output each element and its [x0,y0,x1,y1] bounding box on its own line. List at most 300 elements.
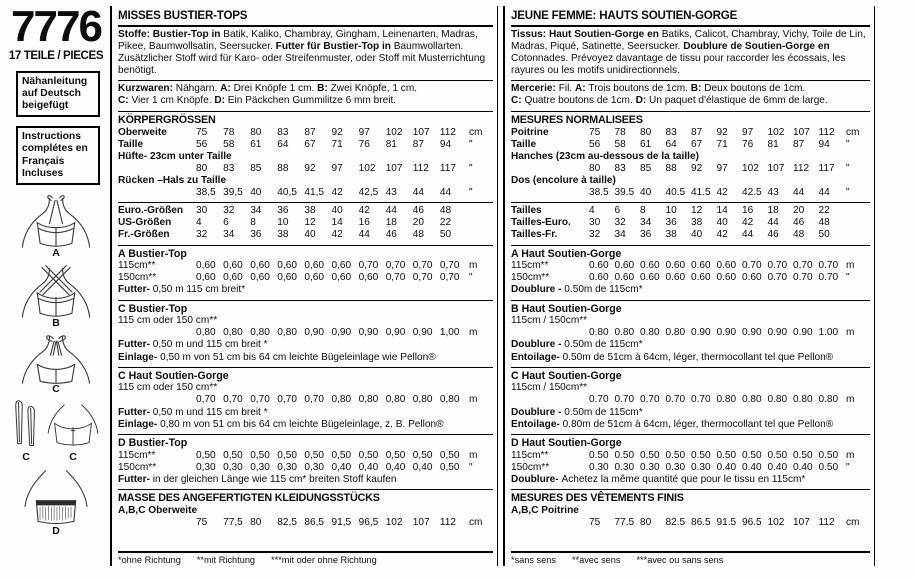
row-label: 115cm** [511,260,549,272]
yardage-note [118,284,493,296]
french-finished-measurements [511,490,870,532]
table-cell: 0.90 [742,327,762,339]
table-cell: 56 [196,138,208,150]
table-cell: 0.80 [742,394,762,406]
table-cell: 30 [589,217,601,229]
french-finished-label: A,B,C Poitrine [511,504,579,516]
table-cell: 0.60 [716,260,737,272]
french-size-table [511,203,870,245]
table-cell: 0.60 [589,272,609,284]
table-cell: 0,90 [358,327,379,339]
table-cell: 0,60 [331,260,352,272]
table-cell: 67 [691,138,703,150]
text-run: Deux boutons de 1cm. [704,83,806,95]
table-cell: 77,5 [223,516,243,528]
table-cell: 97 [358,126,370,138]
table-row-label: Hanches (23cm au-dessous de la taille) [511,150,699,162]
table-cell: 0,70 [223,394,243,406]
table-cell: 102 [385,126,403,138]
table-cell: 0.30 [614,461,635,473]
german-finished-label: A,B,C Oberweite [118,504,198,516]
table-cell: 0,50 [331,449,352,461]
table-cell: 80 [640,126,652,138]
table-row-label: Hüfte- 23cm unter Taille [118,150,232,162]
table-cell: 0,60 [250,272,270,284]
table-cell: 0.60 [665,260,686,272]
bold-run: Einlage- [118,418,161,430]
table-cell: 0,80 [412,394,433,406]
text-run: 0,80 m von 51 cm bis 64 cm leichte Bügeleinlage, z. B. Pellon® [160,418,444,430]
text-run: Trois boutons de 1cm. [588,83,691,95]
unit-cell: " [846,187,850,199]
bold-run: A: [574,83,589,95]
yardage-note [511,474,870,486]
table-cell: 80 [640,516,652,528]
unit-cell: " [846,461,850,473]
table-row [118,127,493,139]
french-fabrics-text [511,29,870,77]
table-cell: 6 [223,217,229,229]
table-row [511,450,870,462]
table-cell: 107 [767,162,785,174]
table-cell: 75 [589,516,601,528]
text-run: Nähgarn. [175,83,221,95]
table-cell: 0.80 [767,394,788,406]
table-cell: 87 [304,126,316,138]
table-cell: 18 [385,217,397,229]
table-row [118,205,493,217]
table-cell: 107 [793,516,810,528]
french-sizes [511,205,870,241]
table-cell: 0.60 [665,272,686,284]
table-cell: 0,50 [196,449,216,461]
view-d-label: D [52,524,60,537]
table-cell: 38 [304,205,316,217]
german-footnotes [118,551,493,566]
table-cell: 34 [223,229,235,241]
table-cell: 42,5 [358,187,379,199]
text-run: 0.50m de 115cm* [564,284,643,296]
table-cell: 8 [640,205,646,217]
table-cell: 75 [196,126,208,138]
table-cell: 0.80 [716,394,737,406]
view-c-pair [6,397,106,463]
unit-cell: m [846,394,855,406]
footnote-item: ***mit oder ohne Richtung [271,554,377,565]
table-cell: 4 [196,217,202,229]
table-row [118,229,493,241]
text-run: Zwei Knöpfe, 1 cm. [330,83,418,95]
row-label: US-Größen [118,217,172,229]
table-cell: 0,60 [196,260,216,272]
text-run: Cotonnades. Prévoyez davantage de tissu pour raccorder les écossais, les rayures ou les motifs unidirectionnels. [511,53,846,77]
table-row-label: Rücken –Hals zu Taille [118,174,227,186]
yardage-table [118,450,493,474]
footnote-item: *ohne Richtung [118,554,181,565]
table-cell: 0,60 [304,260,325,272]
table-cell: 0,70 [439,272,460,284]
table-cell: 0,70 [358,260,379,272]
table-cell: 81 [385,138,397,150]
german-yardage-c1 [118,301,493,368]
row-label: Taille [118,138,144,150]
german-body-measurements [118,112,493,204]
table-cell: 0.50 [742,449,762,461]
table-cell: 112 [439,516,456,528]
row-label: Tailles [511,205,542,217]
table-cell: 0,90 [331,327,352,339]
table-cell: 58 [614,138,626,150]
unit-cell: m [846,327,855,339]
german-size-table [118,203,493,245]
french-title: JEUNE FEMME: HAUTS SOUTIEN-GORGE [511,6,870,27]
unit-cell: m [469,327,478,339]
view-d [6,465,106,537]
french-column [503,6,875,566]
french-instructions-box: Instructions complétes en Français Incluses [16,126,100,185]
table-cell: 40 [331,205,343,217]
table-cell: 0.50 [640,449,660,461]
table-cell: 0,50 [385,449,406,461]
table-cell: 91.5 [716,516,737,528]
table-cell: 42 [358,205,370,217]
german-yardage-c2 [118,368,493,435]
table-cell: 0.30 [665,461,686,473]
table-cell: 112 [793,162,810,174]
table-cell: 76 [742,138,754,150]
table-cell: 42 [716,229,728,241]
table-row [118,139,493,151]
table-cell: 0,60 [331,272,352,284]
bold-run: Einlage- [118,351,161,363]
table-cell: 50 [818,229,830,241]
table-cell: 97 [742,126,754,138]
bold-run: Entoilage- [511,418,563,430]
table-cell: 102 [358,162,376,174]
table-cell: 44 [767,217,779,229]
view-c-strapless [45,397,101,463]
table-cell: 97 [331,162,343,174]
view-c-straps-label: C [22,450,30,463]
yardage-table [118,394,493,406]
table-cell: 83 [277,126,289,138]
section-title: D Bustier-Top [118,436,188,449]
table-cell: 86,5 [304,516,325,528]
table-cell: 102 [767,126,785,138]
view-d-illustration [12,465,100,527]
table-cell: 75 [589,126,601,138]
table-cell: 0,50 [439,461,460,473]
text-run: Ein Päckchen Gummilitze 6 mm breit. [227,95,397,107]
table-cell: 0,50 [412,449,433,461]
french-fabrics [511,27,870,81]
table-cell: 0.50 [589,449,609,461]
table-cell: 0.50 [793,449,813,461]
table-cell: 12 [691,205,703,217]
bold-run: Kurzwaren: [118,83,176,95]
table-cell: 40,5 [277,187,297,199]
table-cell: 32 [223,205,235,217]
table-cell: 32 [589,229,601,241]
table-cell: 46 [767,229,779,241]
text-run: 0,50 m von 51 cm bis 64 cm leichte Bügeleinlage wie Pellon® [160,351,436,363]
table-cell: 0.80 [640,327,660,339]
table-cell: 61 [250,138,262,150]
table-cell: 0.50 [818,449,839,461]
german-finished-table [118,517,493,529]
table-cell: 1.00 [818,327,839,339]
view-a [6,191,106,259]
table-cell: 22 [818,205,830,217]
table-cell: 107 [793,126,810,138]
table-cell: 0,70 [304,394,325,406]
table-cell: 0.90 [716,327,737,339]
table-cell: 0,50 [439,449,460,461]
bold-run: Tissus: Haut Soutien-Gorge en [511,28,662,40]
table-cell: 91,5 [331,516,352,528]
table-cell: 0.60 [614,260,635,272]
view-c-tie-label: C [52,382,60,395]
yardage-table [118,260,493,284]
row-label: 150cm** [511,272,550,284]
table-cell: 0,30 [223,461,243,473]
yardage-table [511,327,870,339]
table-cell: 44 [818,187,830,199]
table-cell: 46 [412,205,425,217]
table-cell: 117 [818,162,835,174]
table-cell: 78 [223,126,235,138]
footnote-item: ***avec ou sans sens [636,554,724,565]
table-cell: 0,50 [277,449,297,461]
table-cell: 0,50 [304,449,325,461]
table-cell: 0,60 [223,272,243,284]
table-cell: 41.5 [691,187,711,199]
table-cell: 48 [412,229,425,241]
row-label: 115cm** [118,449,156,461]
table-cell: 67 [304,138,316,150]
bold-run: Entoilage- [511,351,563,363]
table-row [118,450,493,462]
table-cell: 112 [818,126,835,138]
french-finished-table [511,517,870,529]
view-a-illustration [12,191,100,249]
view-c-strapless-illustration [45,397,101,453]
pieces-count: 17 TEILE / PIECES [8,48,104,62]
table-cell: 0,80 [358,394,379,406]
table-cell: 92 [331,126,343,138]
table-cell: 34 [640,217,652,229]
bold-run: Doublure - [511,339,565,351]
section-title: A Bustier-Top [118,247,187,260]
table-cell: 92 [691,162,703,174]
yardage-notes [511,339,870,363]
table-cell: 36 [640,229,652,241]
table-cell: 42 [331,229,343,241]
table-cell: 8 [250,217,256,229]
footnote-item: **avec sens [571,554,621,565]
table-cell: 77.5 [614,516,635,528]
unit-cell: m [846,449,855,461]
table-cell: 0.70 [640,394,660,406]
bold-run: Futter- [118,406,153,418]
table-cell: 82,5 [277,516,297,528]
table-cell: 107 [385,162,403,174]
fabric-width-line: 115cm / 150cm** [511,382,588,394]
table-cell: 0.50 [767,449,788,461]
table-cell: 42 [742,217,754,229]
french-body-title: MESURES NORMALISEES [511,113,643,126]
row-label: 150cm** [511,461,550,473]
text-run: Un paquet d'élastique de 6mm de large. [649,95,828,107]
table-cell: 0,80 [196,327,216,339]
french-footnotes [511,551,870,566]
table-cell: 0,80 [331,394,352,406]
table-cell: 0.80 [614,327,635,339]
table-cell: 97 [716,162,728,174]
yardage-table [511,394,870,406]
table-row [118,272,493,284]
table-cell: 0,90 [412,327,433,339]
table-cell: 88 [277,162,289,174]
german-finished-title: MASSE DES ANGEFERTIGTEN KLEIDUNGSSTÜCKS [118,491,380,504]
table-cell: 71 [331,138,343,150]
table-row [511,217,870,229]
table-row [511,517,870,529]
bold-run: Doublure- [511,473,562,485]
table-cell: 112 [439,126,456,138]
yardage-note [511,419,870,431]
table-cell: 64 [277,138,289,150]
row-label: 115cm** [118,260,156,272]
table-cell: 44 [742,229,754,241]
table-cell: 0,30 [304,461,325,473]
table-cell: 0.60 [716,272,737,284]
table-row [511,462,870,474]
table-cell: 36 [277,205,289,217]
table-cell: 56 [589,138,601,150]
view-a-label: A [52,246,60,259]
bold-run: B: [690,83,705,95]
table-cell: 39.5 [614,187,635,199]
table-cell: 0,80 [223,327,243,339]
table-cell: 40 [304,229,316,241]
table-cell: 12 [304,217,316,229]
table-cell: 32 [614,217,626,229]
table-cell: 38.5 [589,187,609,199]
table-cell: 80 [589,162,601,174]
table-cell: 0,60 [223,260,243,272]
footnote-item: *sans sens [511,554,556,565]
view-b-illustration [12,261,100,319]
unit-cell: m [469,394,478,406]
table-cell: 0,70 [250,394,270,406]
yardage-note [118,352,493,364]
row-label: 150cm** [118,461,157,473]
table-cell: 102 [385,516,403,528]
row-label: Euro.-Größen [118,205,184,217]
table-cell: 78 [614,126,626,138]
table-row [511,205,870,217]
yardage-notes [118,474,493,486]
table-cell: 0,70 [277,394,297,406]
table-row [511,127,870,139]
table-cell: 92 [304,162,316,174]
text-run: 0.50m de 115cm* [564,406,643,418]
bold-run: Doublure de Soutien-Gorge en [683,41,830,53]
table-cell: 0,60 [196,272,216,284]
table-cell: 87 [412,138,425,150]
french-notions [511,81,870,111]
table-cell: 18 [767,205,779,217]
text-run: Batik, Kaliko, Chambray, Gingham, Leinenarten, Madras, Pikee, Baumwollsatin, Seersucker. [118,28,478,53]
table-cell: 0.40 [767,461,788,473]
table-cell: 41,5 [304,187,325,199]
table-cell: 82.5 [665,516,686,528]
table-cell: 48 [818,217,830,229]
table-cell: 102 [767,516,785,528]
table-cell: 80 [196,162,208,174]
bold-run: Futter für Bustier-Top in [275,41,394,53]
unit-cell: cm [469,516,483,528]
table-cell: 0,50 [223,449,243,461]
table-cell: 43 [767,187,779,199]
footnote-item: **mit Richtung [196,554,256,565]
unit-cell: m [469,449,478,461]
yardage-table [511,450,870,474]
table-cell: 0,50 [250,449,270,461]
view-b-label: B [52,316,60,329]
table-row [118,462,493,474]
table-cell: 40 [640,187,652,199]
table-cell: 0.80 [818,394,839,406]
table-cell: 42 [716,187,728,199]
table-cell: 94 [818,138,830,150]
section-title: C Haut Soutien-Gorge [511,369,622,382]
table-cell: 22 [439,217,452,229]
unit-cell: m [469,260,478,272]
table-cell: 0.60 [640,272,660,284]
sidebar [6,2,106,537]
table-cell: 48 [793,229,805,241]
text-run: 0.50m de 115cm* [564,339,643,351]
table-cell: 0,70 [385,260,406,272]
table-cell: 0.70 [767,272,788,284]
german-finished-measurements [118,490,493,532]
table-cell: 0.60 [691,260,711,272]
table-cell: 0.50 [716,449,737,461]
table-cell: 0,60 [304,272,325,284]
french-finished-title: MESURES DES VÊTEMENTS FINIS [511,491,684,504]
table-cell: 58 [223,138,235,150]
bold-run: Stoffe: Bustier-Top in [118,28,224,40]
unit-cell: " [846,162,850,174]
german-title: MISSES BUSTIER-TOPS [118,6,493,27]
table-cell: 40 [716,217,728,229]
text-run: Quatre boutons de 1cm. [524,95,636,107]
table-cell: 86.5 [691,516,711,528]
table-cell: 92 [716,126,728,138]
table-cell: 0,60 [358,272,379,284]
table-cell: 0,70 [385,272,406,284]
table-row [511,394,870,406]
table-cell: 0,90 [304,327,325,339]
unit-cell: m [846,260,855,272]
text-run: Batiks, Calicot, Chambray, Vichy, Toile de Lin, Madras, Piqué, Satinette, Seersucker. [511,28,866,53]
table-cell: 0.70 [665,394,686,406]
table-cell: 0,70 [439,260,460,272]
table-cell: 83 [614,162,626,174]
table-cell: 0.70 [818,260,839,272]
